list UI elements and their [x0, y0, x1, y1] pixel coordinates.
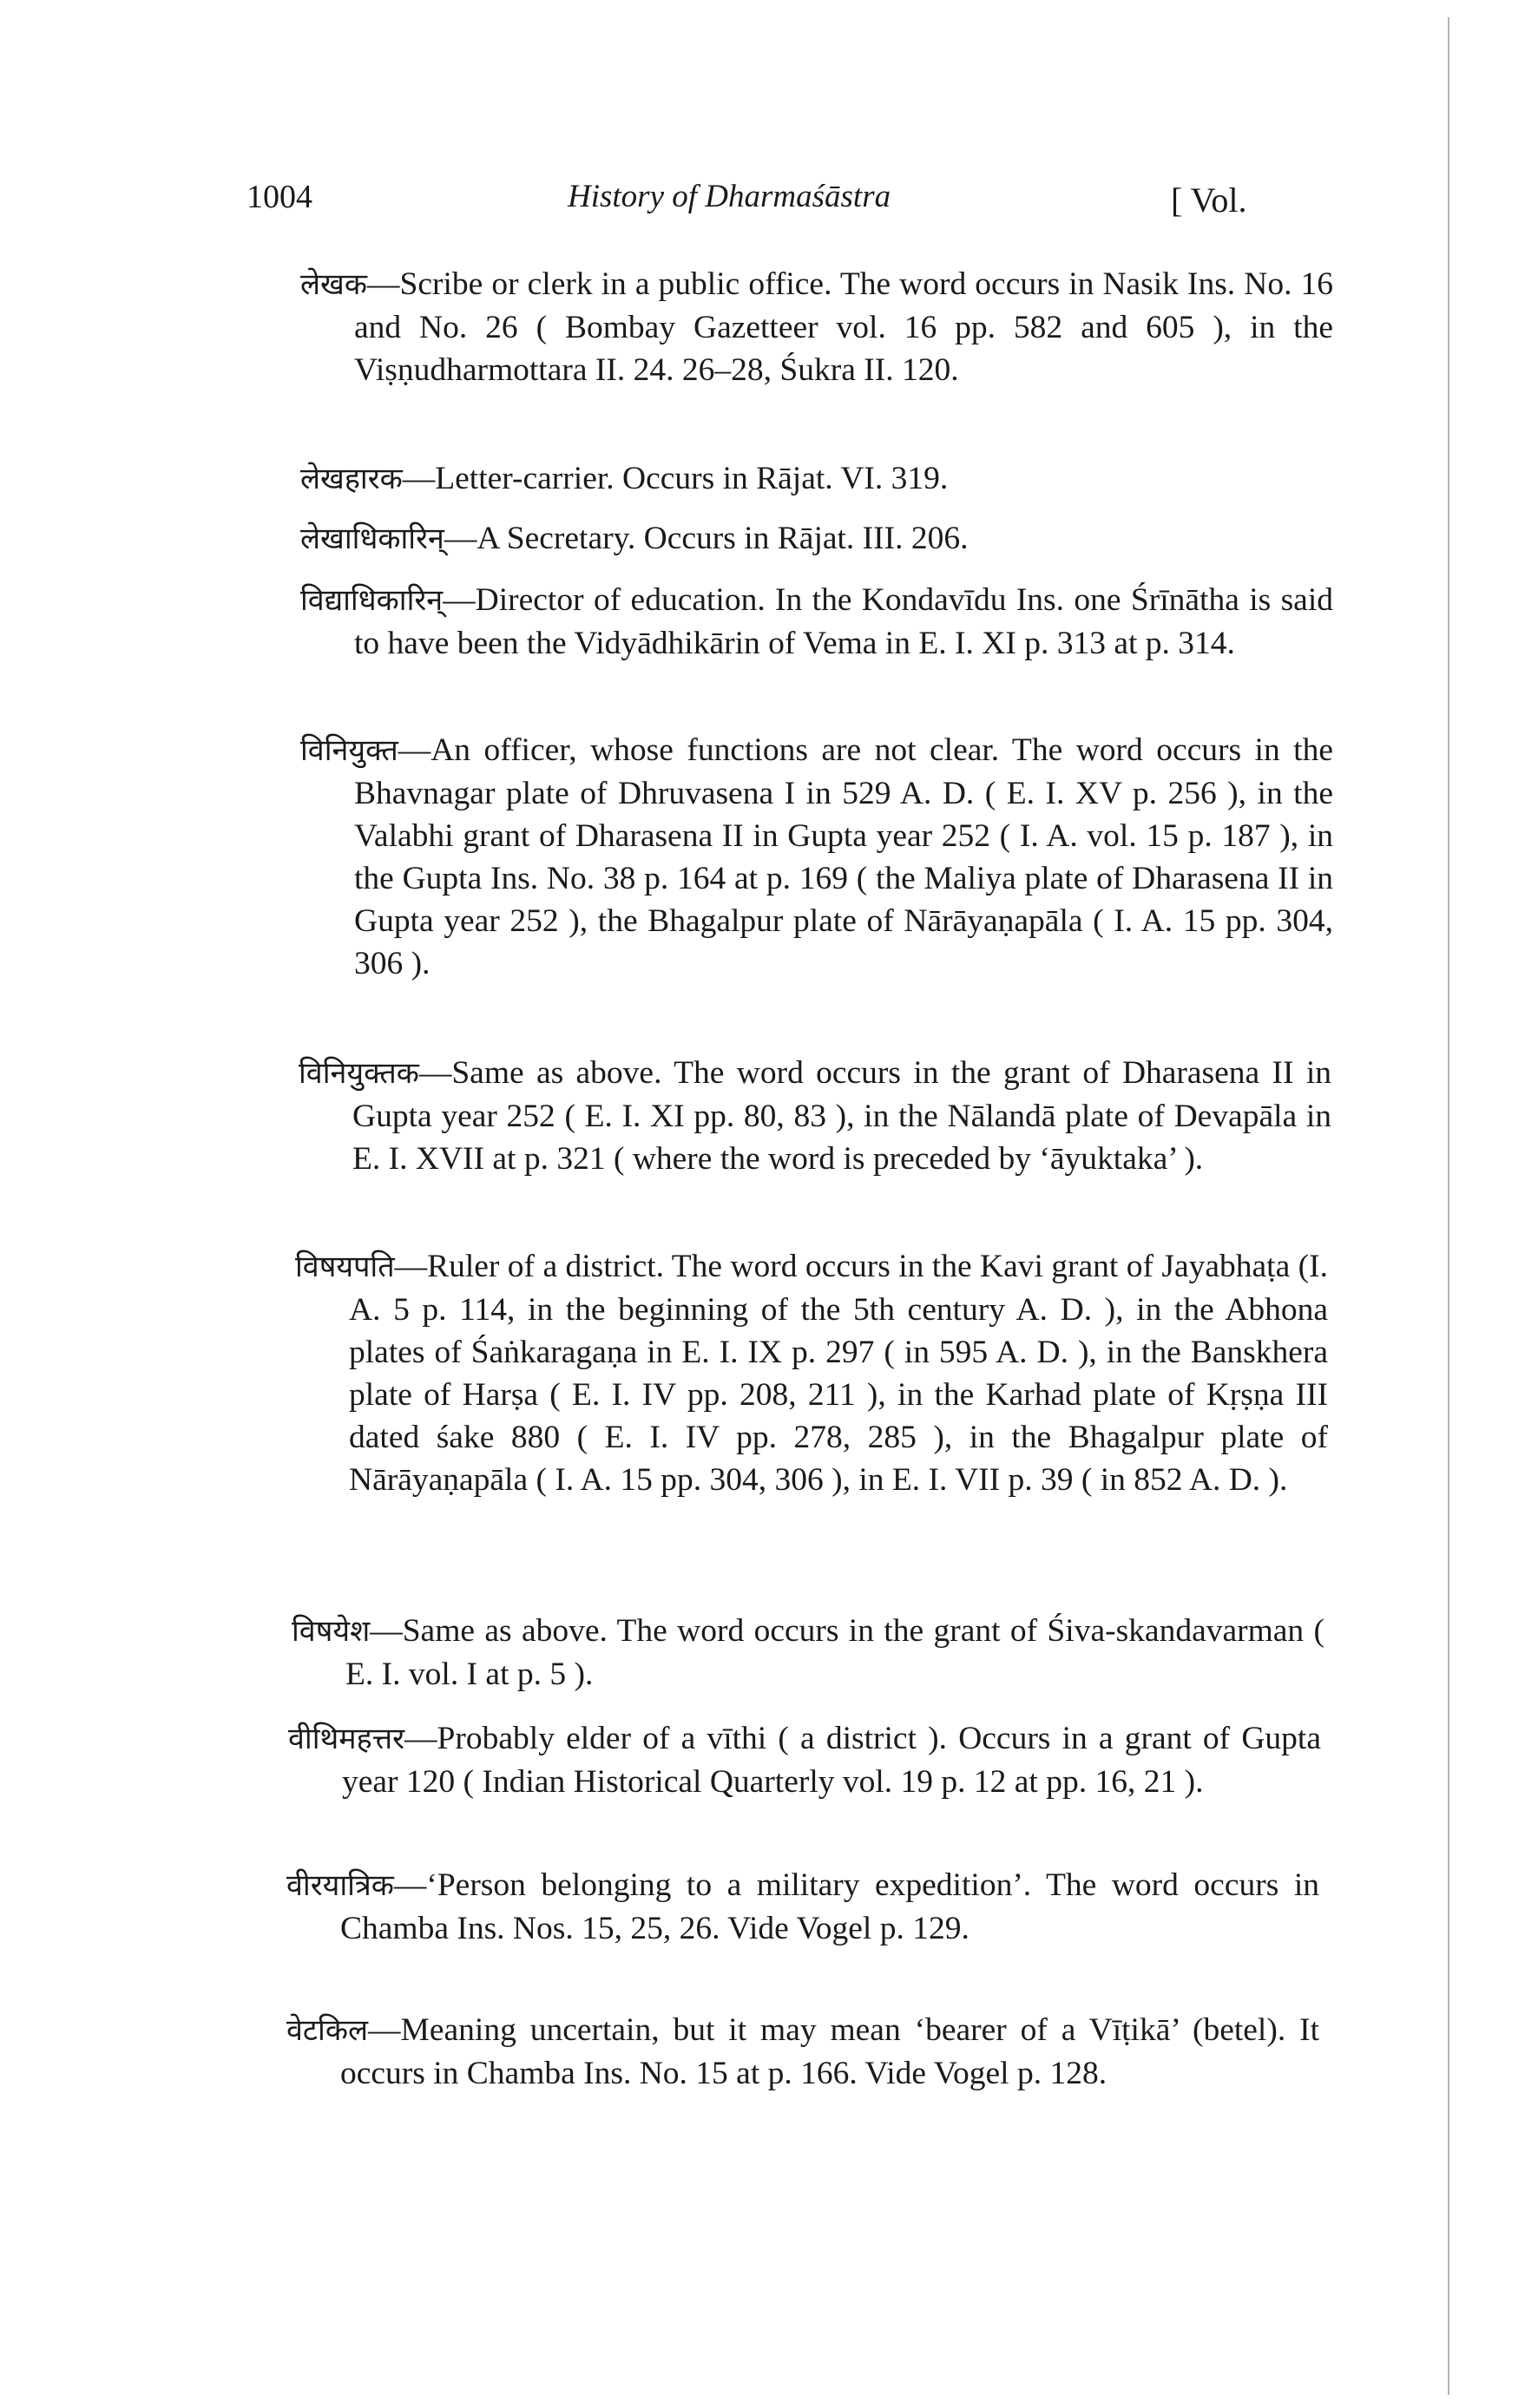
entry-headword: विनियुक्तक	[299, 1056, 419, 1091]
entry-text: —An officer, whose functions are not clear. The word occurs in the Bhavnagar plate of Dhruvasena I in 529 A. D. ( E. I. XV p. 256 ), in the Valabhi grant of Dharasena II in Gupta year 252 ( I. A. vol. 15 p. 187 ), in the Gupta Ins. No. 38 p. 164 at p. 169 ( the Maliya plate of Dharasena II in Gupta year 252 ), the Bhagalpur plate of Nārāyaṇapāla ( I. A. 15 pp. 304, 306 ).	[354, 732, 1333, 981]
glossary-entry	[300, 263, 1333, 391]
page-header	[246, 178, 1288, 230]
glossary-entry	[300, 579, 1333, 665]
entry-text: —‘Person belonging to a military expedition’. The word occurs in Chamba Ins. Nos. 15, 25, 26. Vide Vogel p. 129.	[340, 1867, 1319, 1946]
volume-mark: [ Vol.	[1171, 180, 1247, 220]
entry-text: —Same as above. The word occurs in the grant of Dharasena II in Gupta year 252 ( E. I. XI pp. 80, 83 ), in the Nālandā plate of Devapāla in E. I. XVII at p. 321 ( where the word is preceded by ‘āyuktaka’ ).	[352, 1055, 1331, 1177]
glossary-entry	[300, 457, 1333, 501]
entry-headword: विषयेश	[292, 1614, 371, 1649]
running-title: History of Dharmaśāstra	[568, 179, 891, 214]
entry-headword: वीरयात्रिक	[286, 1868, 394, 1903]
entry-headword: वीथिमहत्तर	[288, 1722, 405, 1756]
page-edge-rule	[1448, 17, 1449, 2395]
glossary-entry	[295, 1245, 1328, 1501]
glossary-entry	[286, 2009, 1319, 2095]
entry-headword: विषयपति	[295, 1250, 395, 1284]
entry-text: —Director of education. In the Kondavīdu Ins. one Śrīnātha is said to have been the Vidyādhikārin of Vema in E. I. XI p. 313 at p. 314.	[354, 582, 1333, 661]
entry-text: —Probably elder of a vīthi ( a district ). Occurs in a grant of Gupta year 120 ( Indian Historical Quarterly vol. 19 p. 12 at pp. 16, 21 ).	[342, 1721, 1321, 1800]
entry-text: —Same as above. The word occurs in the grant of Śiva-skandavarman ( E. I. vol. I at p. 5 ).	[345, 1613, 1324, 1692]
entry-headword: वेटकिल	[286, 2013, 369, 2048]
entry-text: —Meaning uncertain, but it may mean ‘bearer of a Vīṭikā’ (betel). It occurs in Chamba Ins. No. 15 at p. 166. Vide Vogel p. 128.	[340, 2012, 1319, 2091]
glossary-entry	[300, 517, 1333, 561]
page-number: 1004	[246, 179, 312, 215]
entry-text: —A Secretary. Occurs in Rājat. III. 206.	[444, 521, 969, 556]
glossary-entry	[288, 1717, 1321, 1803]
entry-text: —Letter-carrier. Occurs in Rājat. VI. 319.	[402, 461, 949, 496]
entry-headword: लेखक	[300, 267, 367, 302]
glossary-entry	[286, 1864, 1319, 1950]
entry-text: —Scribe or clerk in a public office. The word occurs in Nasik Ins. No. 16 and No. 26 ( Bombay Gazetteer vol. 16 pp. 582 and 605 ), in the Viṣṇudharmottara II. 24. 26–28, Śukra II. 120.	[354, 266, 1333, 388]
entry-headword: विनियुक्त	[300, 733, 398, 768]
glossary-entry	[299, 1052, 1331, 1180]
entry-headword: लेखहारक	[300, 462, 403, 496]
glossary-entry	[300, 729, 1333, 985]
entry-text: —Ruler of a district. The word occurs in the Kavi grant of Jayabhaṭa (I. A. 5 p. 114, in the beginning of the 5th century A. D. ), in the Abhona plates of Śaṅkaragaṇa in E. I. IX p. 297 ( in 595 A. D. ), in the Banskhera plate of Harṣa ( E. I. IV pp. 208, 211 ), in the Karhad plate of Kṛṣṇa III dated śake 880 ( E. I. IV pp. 278, 285 ), in the Bhagalpur plate of Nārāyaṇapāla ( I. A. 15 pp. 304, 306 ), in E. I. VII p. 39 ( in 852 A. D. ).	[349, 1249, 1328, 1498]
glossary-entry	[292, 1610, 1324, 1696]
entry-headword: विद्याधिकारिन्	[300, 583, 444, 618]
entry-headword: लेखाधिकारिन्	[300, 522, 444, 556]
